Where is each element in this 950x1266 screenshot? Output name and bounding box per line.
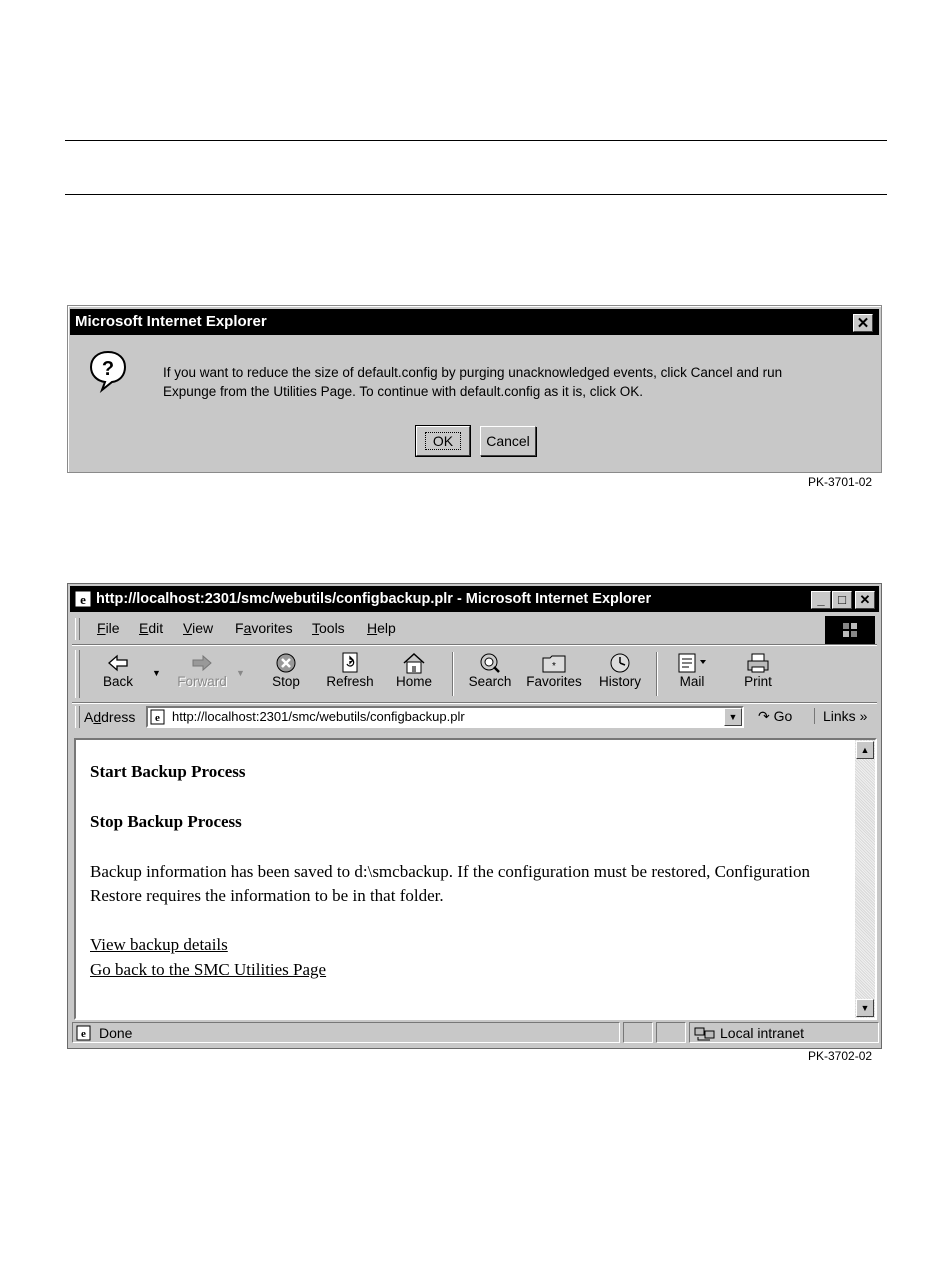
minimize-button[interactable] [811, 591, 831, 609]
menu-tools[interactable] [312, 620, 345, 636]
menu-favorites[interactable] [235, 620, 293, 636]
search-icon [478, 652, 502, 674]
intranet-icon [694, 1025, 716, 1041]
backup-info-paragraph: Backup information has been saved to d:\smcbackup. If the configuration must be restored, Configuration Restore requires the information to be in that folder. [90, 862, 810, 905]
browser-title-bar [70, 586, 879, 612]
windows-flag-icon [825, 616, 875, 644]
menu-help-label: elp [377, 620, 396, 636]
refresh-icon [338, 652, 362, 674]
menu-edit[interactable] [139, 620, 163, 636]
chevron-up-icon: ▲ [860, 745, 870, 755]
close-button[interactable] [855, 591, 875, 609]
refresh-label: Refresh [326, 674, 374, 689]
status-zone-pane [689, 1022, 879, 1043]
back-dropdown-icon[interactable]: ▼ [152, 668, 161, 678]
toolbar-separator-1 [452, 652, 454, 696]
status-main-pane [72, 1022, 620, 1043]
confirm-dialog [67, 305, 882, 473]
print-icon [745, 652, 771, 674]
ie-page-icon [76, 1025, 92, 1041]
browser-title: http://localhost:2301/smc/webutils/configbackup.plr - Microsoft Internet Explorer [96, 591, 652, 607]
back-button[interactable] [86, 650, 150, 700]
mail-label: Mail [679, 674, 705, 689]
status-pane-2 [623, 1022, 653, 1043]
menu-tools-accel: T [312, 620, 319, 636]
svg-text:*: * [552, 661, 556, 672]
address-bar [72, 704, 877, 732]
mail-icon [675, 652, 709, 674]
close-icon: ✕ [859, 592, 871, 607]
ok-label: OK [425, 432, 461, 450]
go-arrow-icon: ↷ [758, 708, 770, 724]
print-label: Print [744, 674, 772, 689]
menubar-grip [75, 618, 80, 640]
scroll-down-button[interactable] [856, 999, 874, 1017]
figure-label-1: PK-3701-02 [808, 475, 873, 489]
forward-arrow-icon [190, 652, 214, 674]
stop-label: Stop [272, 674, 300, 689]
dialog-title-bar [70, 309, 879, 335]
start-backup-heading: Start Backup Process [90, 762, 246, 781]
mail-button[interactable] [660, 650, 724, 700]
forward-label: Forward [177, 674, 227, 689]
print-button[interactable] [726, 650, 790, 700]
menu-file-accel: F [97, 620, 106, 636]
home-label: Home [395, 674, 432, 689]
favorites-button[interactable] [522, 650, 586, 700]
cancel-button[interactable] [480, 426, 536, 456]
standard-toolbar [72, 646, 877, 702]
svg-text:e: e [80, 592, 86, 607]
ok-button[interactable] [416, 426, 470, 456]
addressbar-grip [75, 706, 80, 728]
forward-dropdown-icon[interactable]: ▼ [236, 668, 245, 678]
toolbar-separator-2 [656, 652, 658, 696]
address-dropdown-button[interactable] [724, 708, 742, 726]
address-label [84, 709, 135, 725]
menu-file[interactable] [97, 620, 120, 636]
refresh-button[interactable] [318, 650, 382, 700]
svg-text:?: ? [101, 358, 115, 380]
address-label-rest: dress [101, 709, 136, 725]
browser-window [67, 583, 882, 1049]
toolbar-grip [75, 650, 80, 698]
ie-page-icon [150, 709, 166, 725]
dialog-title: Microsoft Internet Explorer [75, 313, 267, 330]
chevron-down-icon: ▼ [728, 712, 738, 722]
address-url: http://localhost:2301/smc/webutils/configbackup.plr [172, 709, 465, 724]
menu-favorites-label: vorites [251, 620, 293, 636]
minimize-icon: _ [817, 592, 825, 607]
stop-backup-heading: Stop Backup Process [90, 812, 242, 831]
vertical-scrollbar[interactable] [855, 740, 875, 1018]
smc-utilities-link[interactable]: Go back to the SMC Utilities Page [90, 960, 327, 979]
forward-button[interactable] [170, 650, 234, 700]
menu-tools-label: ools [319, 620, 345, 636]
search-label: Search [468, 674, 512, 689]
go-button[interactable] [758, 708, 792, 725]
search-button[interactable] [458, 650, 522, 700]
status-text: Done [99, 1025, 133, 1041]
back-label: Back [102, 674, 133, 689]
address-label-prefix: A [84, 709, 94, 725]
cancel-label: Cancel [486, 433, 530, 449]
close-icon: ✕ [856, 315, 870, 332]
menu-favorites-accel: a [243, 620, 252, 636]
stop-button[interactable] [254, 650, 318, 700]
menu-help-accel: H [367, 620, 378, 636]
figure-label-2: PK-3702-02 [808, 1049, 873, 1063]
menu-view-accel: V [183, 620, 193, 636]
history-icon [608, 652, 632, 674]
home-button[interactable] [382, 650, 446, 700]
dialog-close-button[interactable] [853, 314, 873, 332]
home-icon [401, 652, 427, 674]
zone-text: Local intranet [720, 1025, 805, 1041]
back-arrow-icon [106, 652, 130, 674]
ie-page-icon [75, 591, 91, 607]
history-button[interactable] [588, 650, 652, 700]
page-content [74, 738, 877, 1020]
svg-text:e: e [155, 712, 160, 724]
status-bar [72, 1021, 877, 1045]
question-icon [88, 349, 128, 393]
menu-view-label: iew [192, 620, 214, 636]
menu-edit-accel: E [139, 620, 149, 636]
dialog-message-line-1: If you want to reduce the size of default.config by purging unacknowledged events, click Cancel and run [163, 365, 783, 380]
view-backup-details-link[interactable]: View backup details [90, 935, 228, 954]
top-rule [65, 140, 887, 141]
address-input[interactable] [146, 706, 744, 728]
menu-file-label: ile [105, 620, 120, 636]
history-label: History [598, 674, 641, 689]
dialog-message [163, 363, 863, 401]
windows-logo [825, 616, 875, 644]
menu-favorites-prefix: F [235, 620, 244, 636]
second-rule [65, 194, 887, 195]
go-label: Go [773, 708, 793, 724]
maximize-button[interactable] [832, 591, 852, 609]
address-label-accel: d [93, 709, 102, 725]
status-pane-3 [656, 1022, 686, 1043]
stop-icon [274, 652, 298, 674]
svg-text:e: e [81, 1028, 86, 1040]
links-label: Links » [823, 708, 868, 724]
menu-edit-label: dit [148, 620, 164, 636]
menu-bar [72, 615, 877, 643]
menu-view[interactable] [183, 620, 213, 636]
links-button[interactable] [814, 708, 867, 724]
favorites-folder-icon [541, 652, 567, 674]
maximize-icon: □ [838, 592, 846, 607]
chevron-down-icon: ▼ [860, 1003, 870, 1013]
menu-help[interactable] [367, 620, 396, 636]
dialog-message-line-2: Expunge from the Utilities Page. To continue with default.config as it is, click OK. [163, 384, 643, 399]
favorites-label: Favorites [526, 674, 582, 689]
scroll-up-button[interactable] [856, 741, 874, 759]
